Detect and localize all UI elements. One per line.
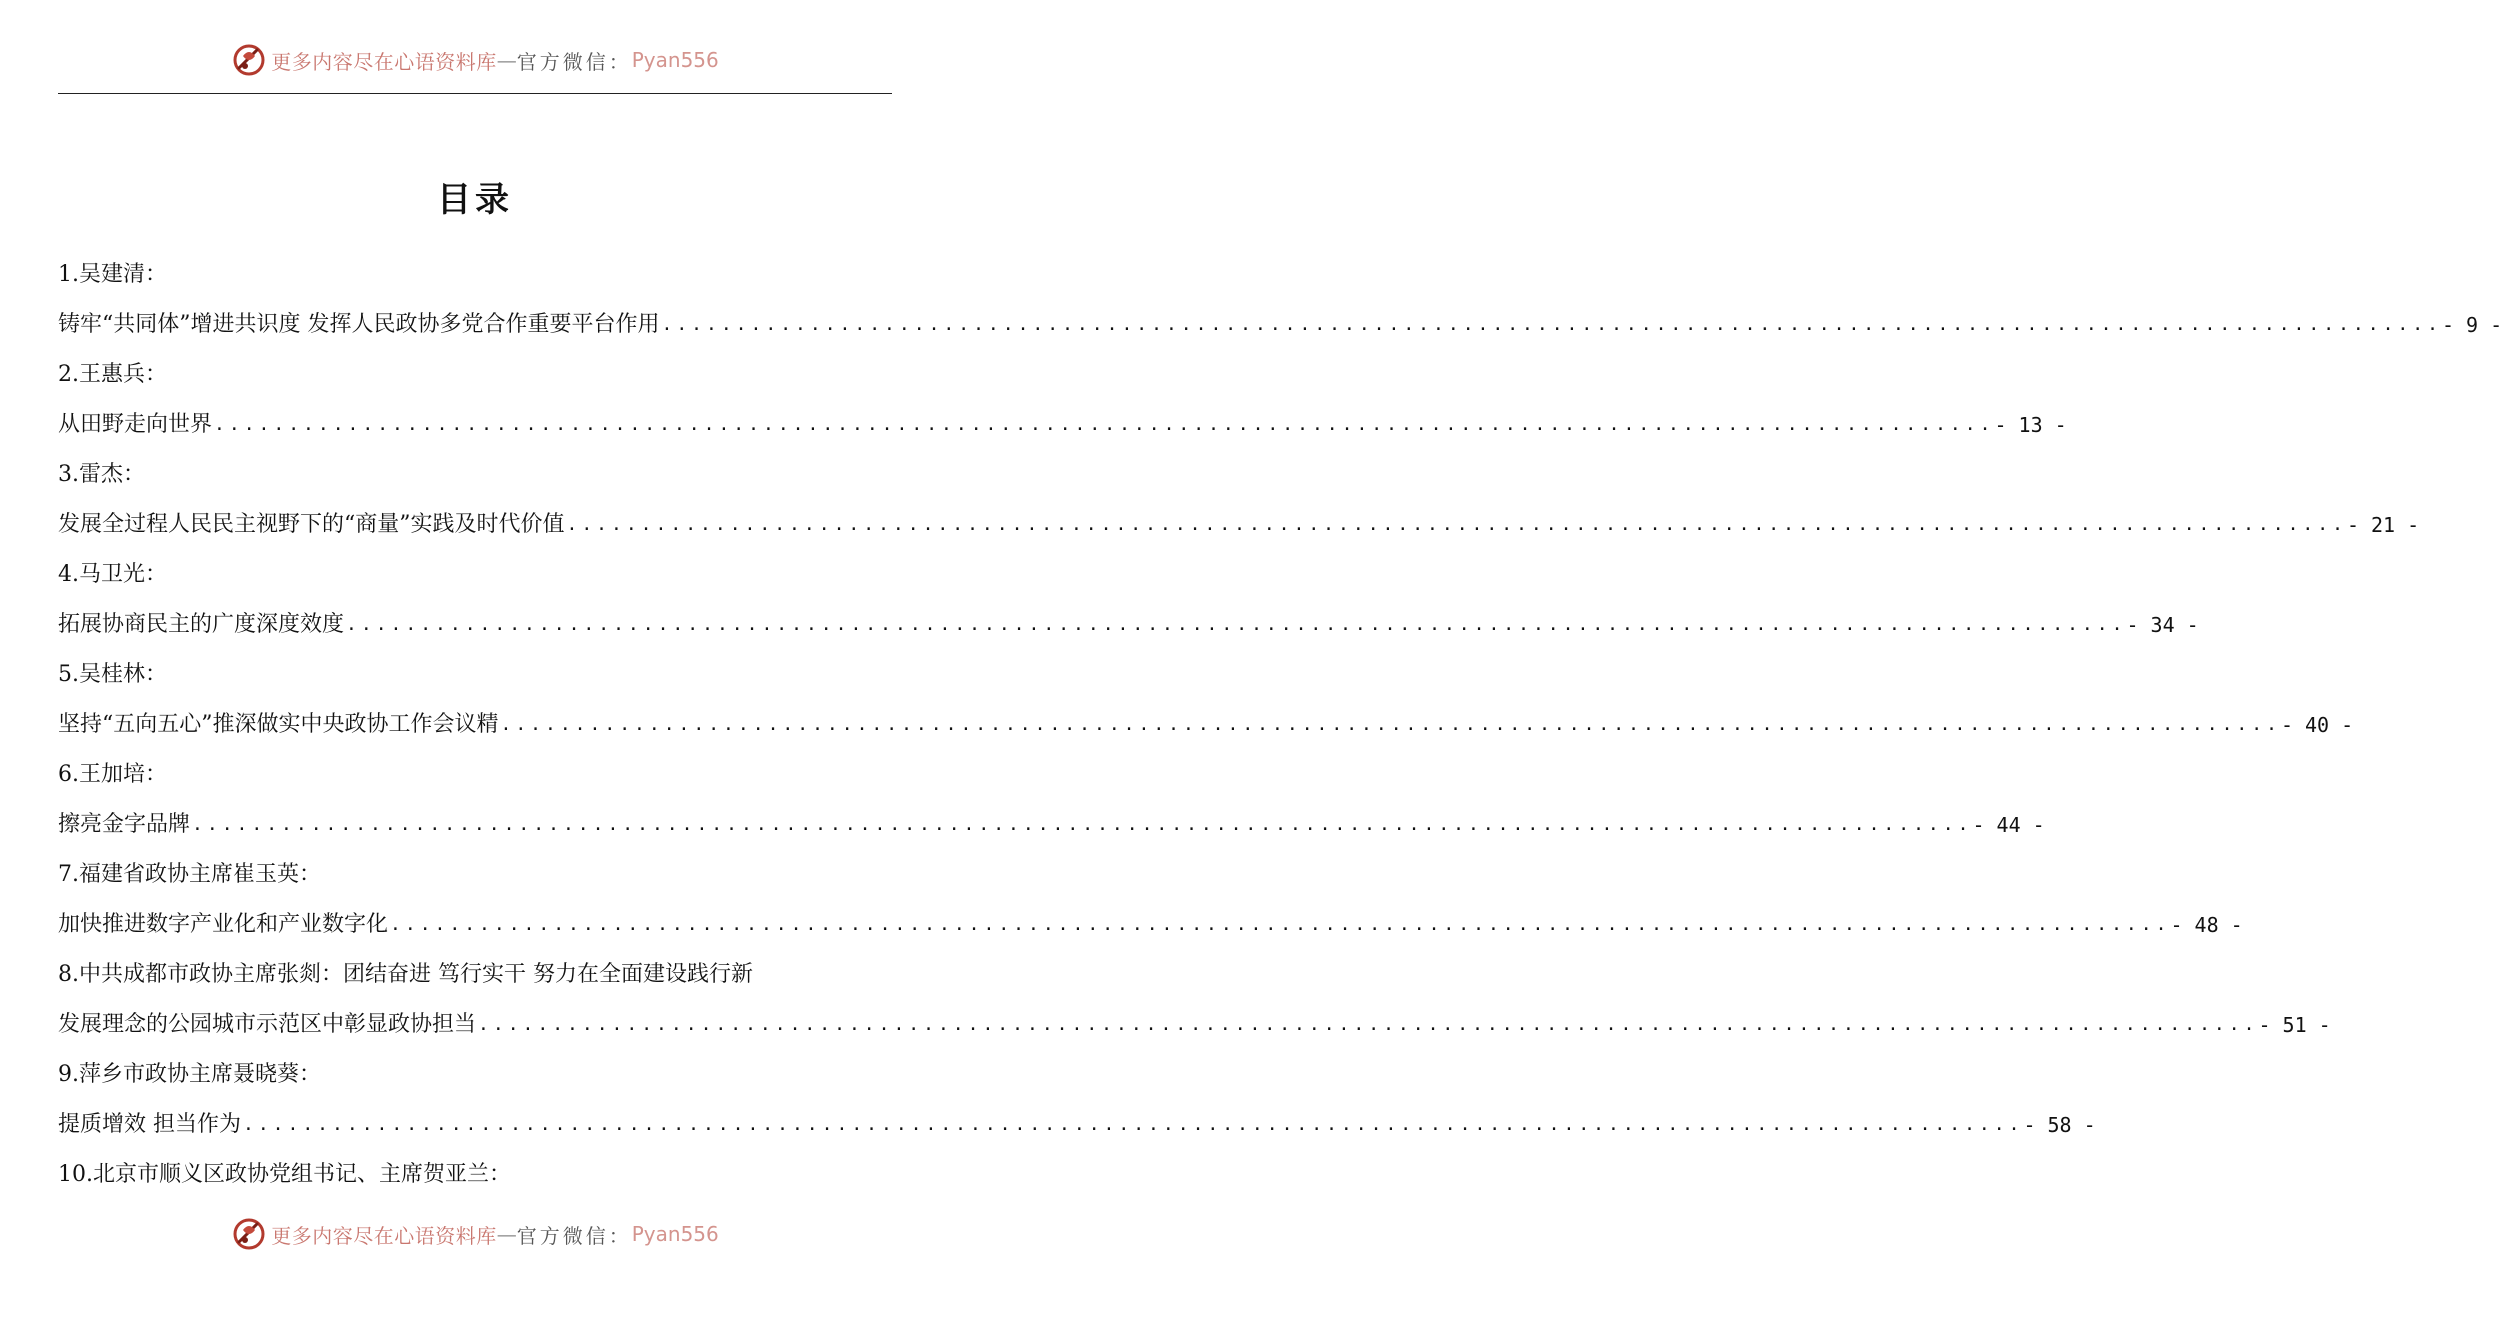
toc-heading-text: 3.雷杰： bbox=[58, 462, 145, 487]
toc-heading-text: 8.中共成都市政协主席张剡：团结奋进 笃行实干 努力在全面建设践行新 bbox=[58, 962, 753, 987]
toc-page-number: - 40 - bbox=[2280, 713, 2354, 737]
brand-logo-icon bbox=[231, 42, 267, 78]
toc-page-number: - 44 - bbox=[1972, 813, 2045, 837]
toc-author-heading bbox=[58, 1150, 892, 1200]
toc-heading-text: 4.马卫光： bbox=[58, 562, 167, 587]
dot-leader: ........................................................................................................................ bbox=[566, 514, 2347, 535]
dot-leader: ........................................................................................................................ bbox=[346, 614, 2127, 635]
toc-page-number: - 13 - bbox=[1994, 413, 2067, 437]
toc-page-number: - 48 - bbox=[2170, 913, 2243, 937]
toc-page-number: - 34 - bbox=[2126, 613, 2199, 637]
toc-author-heading bbox=[58, 550, 892, 600]
brand-wechat-label: 官方微信： bbox=[516, 1223, 632, 1248]
brand-name: 更多内容尽在心语资料库 bbox=[271, 49, 497, 74]
dot-leader: ........................................................................................................................ bbox=[243, 1114, 2024, 1135]
toc-entry-title: 发展全过程人民民主视野下的“商量”实践及时代价值 bbox=[58, 512, 565, 537]
header-watermark bbox=[0, 38, 950, 82]
dot-leader: ........................................................................................................................ bbox=[661, 314, 2442, 335]
toc-author-heading bbox=[58, 350, 892, 400]
toc-entry[interactable] bbox=[58, 300, 2502, 350]
toc-entry-title: 拓展协商民主的广度深度效度 bbox=[58, 612, 345, 637]
dot-leader: ........................................................................................................................ bbox=[390, 914, 2171, 935]
toc-author-heading bbox=[58, 850, 892, 900]
toc-entry[interactable] bbox=[58, 500, 2420, 550]
toc-entry[interactable] bbox=[58, 1100, 2096, 1150]
toc-entry-title: 提质增效 担当作为 bbox=[58, 1112, 241, 1137]
toc-entry-title: 从田野走向世界 bbox=[58, 412, 213, 437]
brand-separator: — bbox=[496, 1222, 517, 1246]
toc-heading-text: 1.吴建清： bbox=[58, 262, 167, 287]
brand-wechat-label: 官方微信： bbox=[516, 49, 632, 74]
toc-entry-title: 铸牢“共同体”增进共识度 发挥人民政协多党合作重要平台作用 bbox=[58, 312, 660, 337]
toc-heading-text: 9.萍乡市政协主席聂晓葵： bbox=[58, 1062, 321, 1087]
toc-entry[interactable] bbox=[58, 900, 2243, 950]
toc-page-number: - 21 - bbox=[2346, 513, 2420, 537]
dot-leader: ........................................................................................................................ bbox=[500, 714, 2281, 735]
dot-leader: ........................................................................................................................ bbox=[192, 814, 1973, 835]
toc-entry[interactable] bbox=[58, 400, 2067, 450]
toc-entry-title: 坚持“五向五心”推深做实中央政协工作会议精 bbox=[58, 712, 499, 737]
brand-logo-icon bbox=[231, 1216, 267, 1252]
toc-heading-text: 2.王惠兵： bbox=[58, 362, 167, 387]
toc-page-number: - 51 - bbox=[2258, 1013, 2331, 1037]
toc-entry[interactable] bbox=[58, 700, 2354, 750]
toc-author-heading bbox=[58, 650, 892, 700]
toc-heading-text: 7.福建省政协主席崔玉英： bbox=[58, 862, 321, 887]
toc-author-heading bbox=[58, 750, 892, 800]
toc-entry[interactable] bbox=[58, 600, 2199, 650]
toc-author-heading bbox=[58, 950, 892, 1000]
dot-leader: ........................................................................................................................ bbox=[214, 414, 1995, 435]
toc-author-heading bbox=[58, 450, 892, 500]
toc-heading-text: 6.王加培： bbox=[58, 762, 167, 787]
toc-page-number: - 58 - bbox=[2023, 1113, 2096, 1137]
dot-leader: ........................................................................................................................ bbox=[478, 1014, 2259, 1035]
toc-heading-text: 5.吴桂林： bbox=[58, 662, 167, 687]
toc-page-number: - 9 - bbox=[2441, 313, 2502, 337]
toc-entry-title: 发展理念的公园城市示范区中彰显政协担当 bbox=[58, 1012, 477, 1037]
header-divider bbox=[58, 93, 892, 94]
toc-entry[interactable] bbox=[58, 800, 2045, 850]
page-title: 目录 bbox=[437, 180, 513, 220]
footer-watermark bbox=[0, 1212, 950, 1256]
brand-wechat-id: Pyan556 bbox=[631, 48, 719, 72]
brand-separator: — bbox=[496, 48, 517, 72]
toc-author-heading bbox=[58, 1050, 892, 1100]
toc-entry-title: 擦亮金字品牌 bbox=[58, 812, 191, 837]
toc-heading-text: 10.北京市顺义区政协党组书记、主席贺亚兰： bbox=[58, 1162, 511, 1187]
toc-entry[interactable] bbox=[58, 1000, 2331, 1050]
brand-wechat-id: Pyan556 bbox=[631, 1222, 719, 1246]
toc-author-heading bbox=[58, 250, 892, 300]
brand-name: 更多内容尽在心语资料库 bbox=[271, 1223, 497, 1248]
table-of-contents bbox=[58, 250, 2502, 1200]
toc-entry-title: 加快推进数字产业化和产业数字化 bbox=[58, 912, 389, 937]
